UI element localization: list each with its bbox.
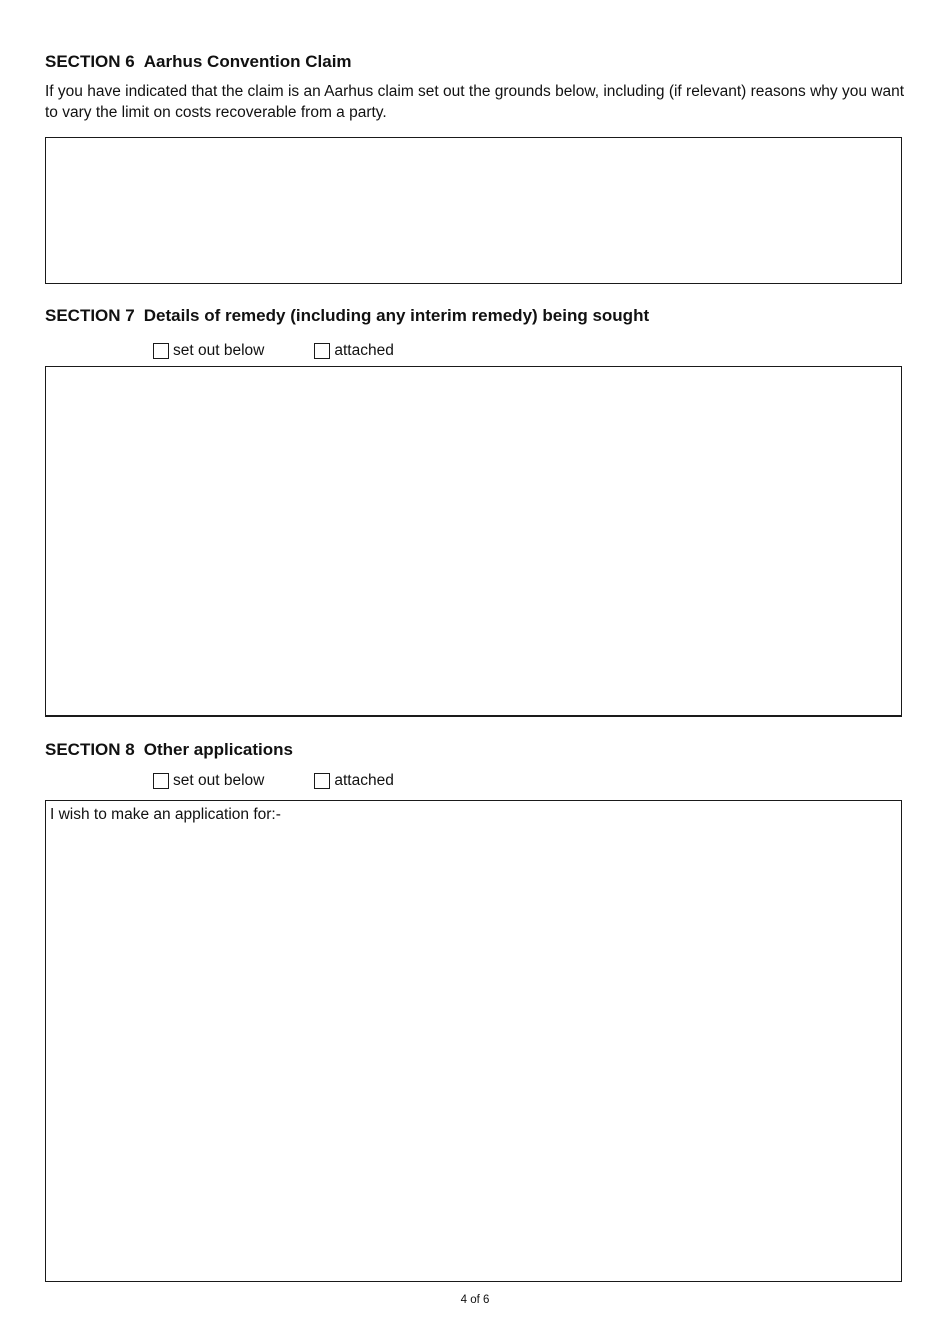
section-7-number: SECTION 7: [45, 306, 135, 325]
section-7-set-out-below-checkbox[interactable]: [153, 343, 169, 359]
section-7-title: Details of remedy (including any interim remedy) being sought: [143, 306, 650, 325]
section-8-attached-checkbox[interactable]: [314, 773, 330, 789]
section-8-options: [153, 771, 394, 791]
section-8-attached-label: attached: [334, 772, 394, 789]
section-8-title: Other applications: [143, 740, 293, 759]
section-7-attached-checkbox[interactable]: [314, 343, 330, 359]
section-8-set-out-below-option[interactable]: [153, 772, 264, 790]
section-8-attached-option[interactable]: [314, 772, 393, 790]
section-7-set-out-below-label: set out below: [173, 342, 265, 359]
section-7-set-out-below-option[interactable]: [153, 342, 264, 360]
section-7-heading: [45, 306, 649, 326]
section-8-heading: [45, 740, 293, 760]
section-6-heading: [45, 52, 352, 72]
aarhus-grounds-field[interactable]: [45, 137, 902, 284]
other-applications-label: I wish to make an application for:-: [50, 806, 281, 823]
section-6-title: Aarhus Convention Claim: [143, 52, 352, 71]
section-6-number: SECTION 6: [45, 52, 135, 71]
section-7-attached-label: attached: [334, 342, 394, 359]
section-7-attached-option[interactable]: [314, 342, 393, 360]
remedy-details-field[interactable]: [45, 366, 902, 717]
other-applications-field[interactable]: [45, 800, 902, 1282]
section-8-set-out-below-label: set out below: [173, 772, 265, 789]
section-8-set-out-below-checkbox[interactable]: [153, 773, 169, 789]
section-8-number: SECTION 8: [45, 740, 135, 759]
page-number: 4 of 6: [460, 1294, 490, 1306]
section-6-intro: If you have indicated that the claim is an Aarhus claim set out the grounds below, including (if relevant) reasons why you want to vary the limit on costs recoverable from a party.: [45, 83, 905, 121]
section-7-options: [153, 341, 394, 361]
